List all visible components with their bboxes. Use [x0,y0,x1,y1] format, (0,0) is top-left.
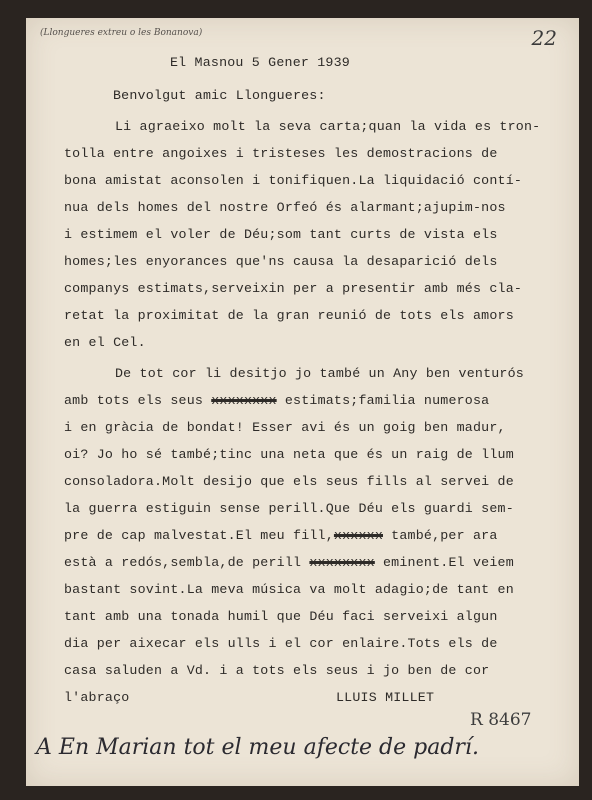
body-line: està a redós,sembla,de perill xxxxxxxx eminent.El veiem [64,555,514,570]
body-line: homes;les enyorances que'ns causa la desaparició dels [64,254,498,269]
page-number: 22 [531,26,557,50]
body-line: pre de cap malvestat.El meu fill,xxxxxx també,per ara [64,528,498,543]
body-line: casa saluden a Vd. i a tots els seus i jo ben de cor [64,663,490,678]
body-line: i estimem el voler de Déu;som tant curts de vista els [64,227,498,242]
handwritten-dedication: A En Marian tot el meu afecte de padrí. [36,735,479,760]
reference-number: R 8467 [470,710,532,730]
body-line: bastant sovint.La meva música va molt adagio;de tant en [64,582,514,597]
struck-text: xxxxxx [333,528,383,543]
body-line: dia per aixecar els ulls i el cor enlaire.Tots els de [64,636,498,651]
body-line: companys estimats,serveixin per a presentir amb més cla- [64,281,523,296]
body-line: oi? Jo ho sé també;tinc una neta que és un raig de llum [64,447,514,462]
body-line: bona amistat aconsolen i tonifiquen.La liquidació contí- [64,173,523,188]
body-line: De tot cor li desitjo jo també un Any ben venturós [115,366,524,381]
signature: LLUIS MILLET [336,690,435,705]
body-line: tant amb una tonada humil que Déu faci serveixi algun [64,609,498,624]
body-line: amb tots els seus xxxxxxxx estimats;familia numerosa [64,393,490,408]
salutation: Benvolgut amic Llongueres: [113,88,326,103]
struck-text: xxxxxxxx [211,393,277,408]
body-line: la guerra estiguin sense perill.Que Déu els guardi sem- [64,501,514,516]
pencil-note: (Llongueres extreu o les Bonanova) [40,28,203,38]
body-line: Li agraeixo molt la seva carta;quan la vida es tron- [115,119,541,134]
body-line: i en gràcia de bondat! Esser avi és un goig ben madur, [64,420,506,435]
closing: l'abraço [64,690,130,705]
struck-text: xxxxxxxx [309,555,375,570]
place-date: El Masnou 5 Gener 1939 [170,55,350,70]
body-line: consoladora.Molt desijo que els seus fills al servei de [64,474,514,489]
body-line: en el Cel. [64,335,146,350]
body-line: retat la proximitat de la gran reunió de tots els amors [64,308,514,323]
body-line: nua dels homes del nostre Orfeó és alarmant;ajupim-nos [64,200,506,215]
body-line: tolla entre angoixes i tristeses les demostracions de [64,146,498,161]
